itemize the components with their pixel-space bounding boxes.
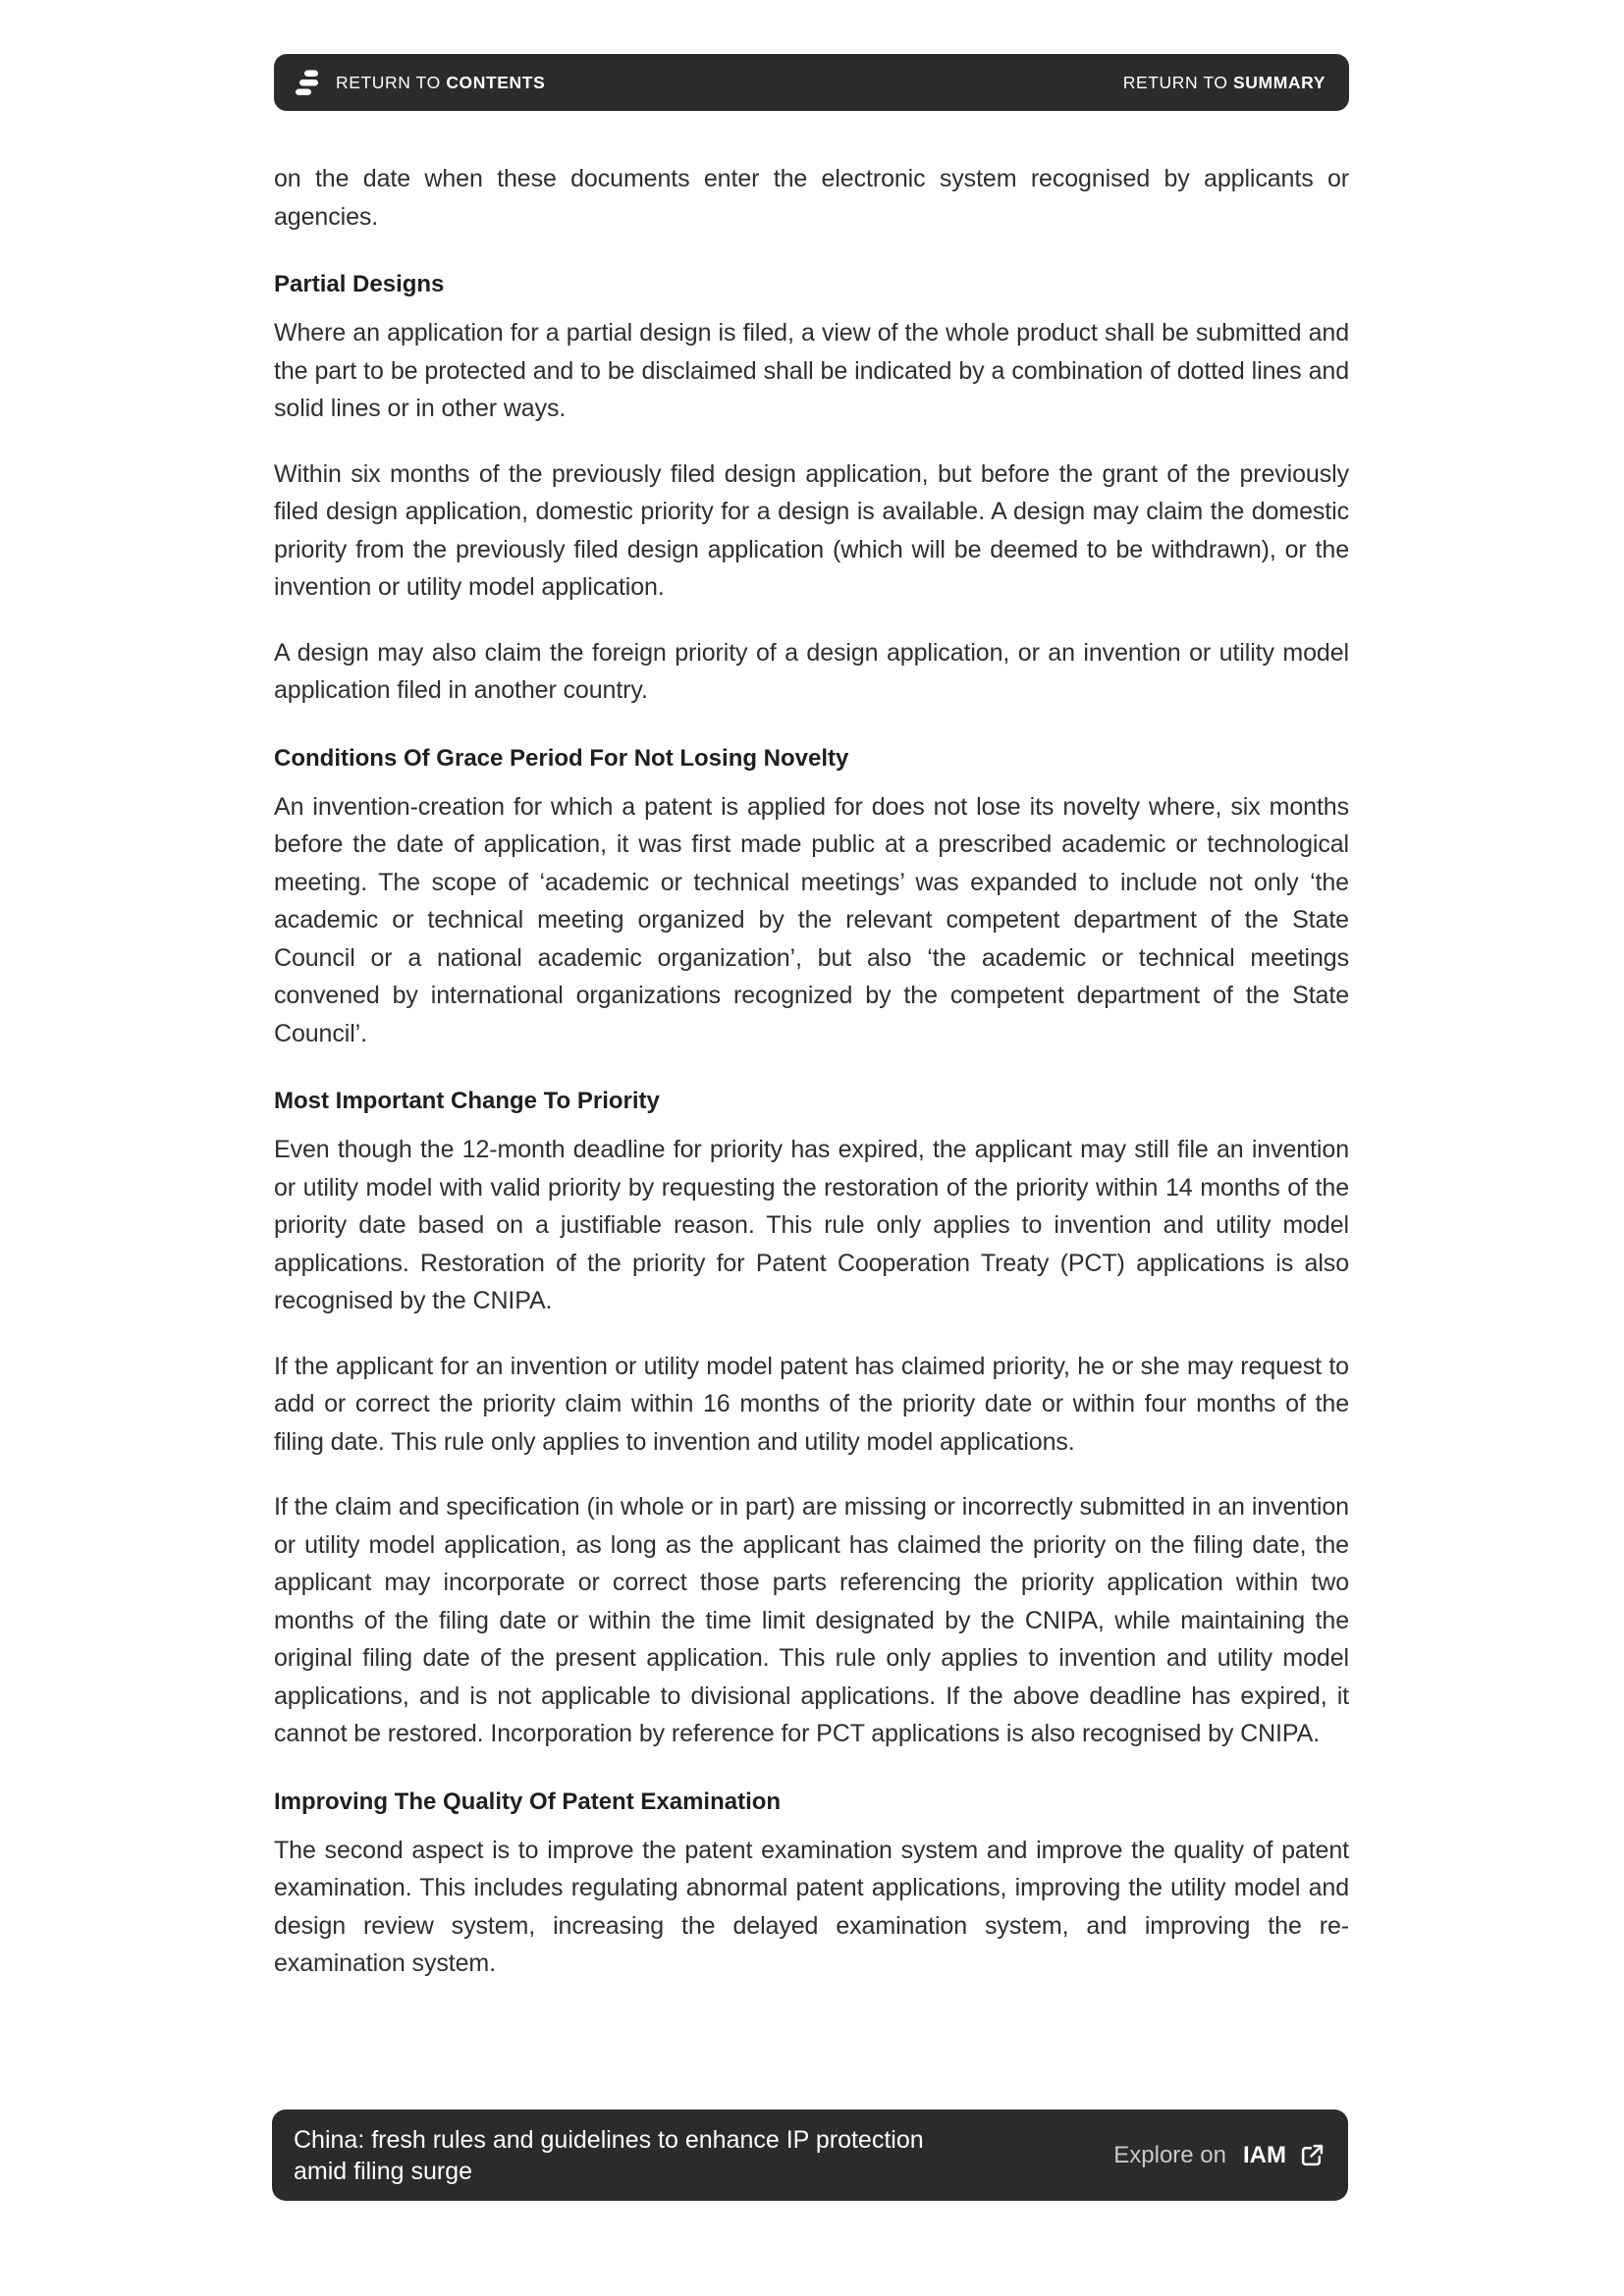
intro-paragraph: on the date when these documents enter the electronic system recognised by applicants or agencies.	[274, 165, 1349, 231]
section-heading: Improving The Quality Of Patent Examination	[274, 1788, 782, 1815]
paragraph: If the applicant for an invention or utility model patent has claimed priority, he or she may request to add or correct the priority claim within 16 months of the priority date or within four months of the filing date. This rule only applies to invention and utility model applications.	[274, 1352, 1349, 1456]
section-heading: Partial Designs	[274, 271, 445, 297]
paragraph: The second aspect is to improve the patent examination system and improve the quality of patent examination. This includes regulating abnormal patent applications, improving the utility model and design review system, increasing the delayed examination system, and improving the re-examination system.	[274, 1836, 1349, 1977]
iam-brand-label: IAM	[1243, 2141, 1286, 2168]
paragraph: Even though the 12-month deadline for priority has expired, the applicant may still file an invention or utility model with valid priority by requesting the restoration of the priority within 14 months of the priority date based on a justifiable reason. This rule only applies to invention and utility model applications. Restoration of the priority for Patent Cooperation Treaty (PCT) applications is also recognised by the CNIPA.	[274, 1136, 1349, 1314]
section-priority-change	[274, 1086, 1349, 1753]
footer-bar	[272, 2109, 1348, 2201]
section-heading: Conditions Of Grace Period For Not Losing Novelty	[274, 744, 849, 772]
paragraph: If the claim and specification (in whole or in part) are missing or incorrectly submitted in an invention or utility model application, as long as the applicant has claimed the priority on the filing date, the applicant may incorporate or correct those parts referencing the priority application within two months of the filing date or within the time limit designated by the CNIPA, while maintaining the original filing date of the present application. This rule only applies to invention and utility model applications, and is not applicable to divisional applications. If the above deadline has expired, it cannot be restored. Incorporation by reference for PCT applications is also recognised by CNIPA.	[274, 1493, 1349, 1747]
return-to-summary-label: RETURN TO SUMMARY	[1122, 72, 1326, 92]
return-to-contents-label: RETURN TO CONTENTS	[336, 72, 546, 92]
return-to-summary-button[interactable]	[1123, 73, 1326, 93]
return-to-contents-button[interactable]	[294, 70, 545, 96]
paragraph: Where an application for a partial design is filed, a view of the whole product shall be submitted and the part to be protected and to be disclaimed shall be indicated by a combination of dotted lines and solid lines or in other ways.	[274, 319, 1349, 422]
article-title	[294, 2124, 924, 2187]
external-link-icon	[1300, 2143, 1325, 2167]
section-patent-examination	[274, 1787, 1349, 1983]
explore-on-iam-link[interactable]	[1113, 2142, 1325, 2169]
iam-bars-icon	[294, 70, 322, 96]
section-heading: Most Important Change To Priority	[274, 1088, 660, 1114]
section-grace-period	[274, 743, 1349, 1053]
top-nav-bar	[274, 54, 1349, 111]
section-partial-designs	[274, 269, 1349, 710]
explore-on-label: Explore on	[1113, 2141, 1226, 2168]
article-body	[274, 160, 1349, 1983]
article-title-line2: amid filing surge	[294, 2157, 473, 2185]
paragraph: Within six months of the previously filed design application, but before the grant of the previously filed design application, domestic priority for a design is available. A design may claim the domestic priority from the previously filed design application (which will be deemed to be withdrawn), or the invention or utility model application.	[274, 459, 1349, 601]
paragraph: A design may also claim the foreign priority of a design application, or an invention or utility model application filed in another country.	[274, 638, 1349, 704]
article-title-line1: China: fresh rules and guidelines to enhance IP protection	[294, 2125, 924, 2154]
paragraph: An invention-creation for which a patent is applied for does not lose its novelty where, six months before the date of application, it was first made public at a prescribed academic or technological meeting. The scope of ‘academic or technical meetings’ was expanded to include not only ‘the academic or technical meeting organized by the relevant competent department of the State Council or a national academic organization’, but also ‘the academic or technical meetings convened by international organizations recognized by the competent department of the State Council’.	[274, 792, 1349, 1047]
